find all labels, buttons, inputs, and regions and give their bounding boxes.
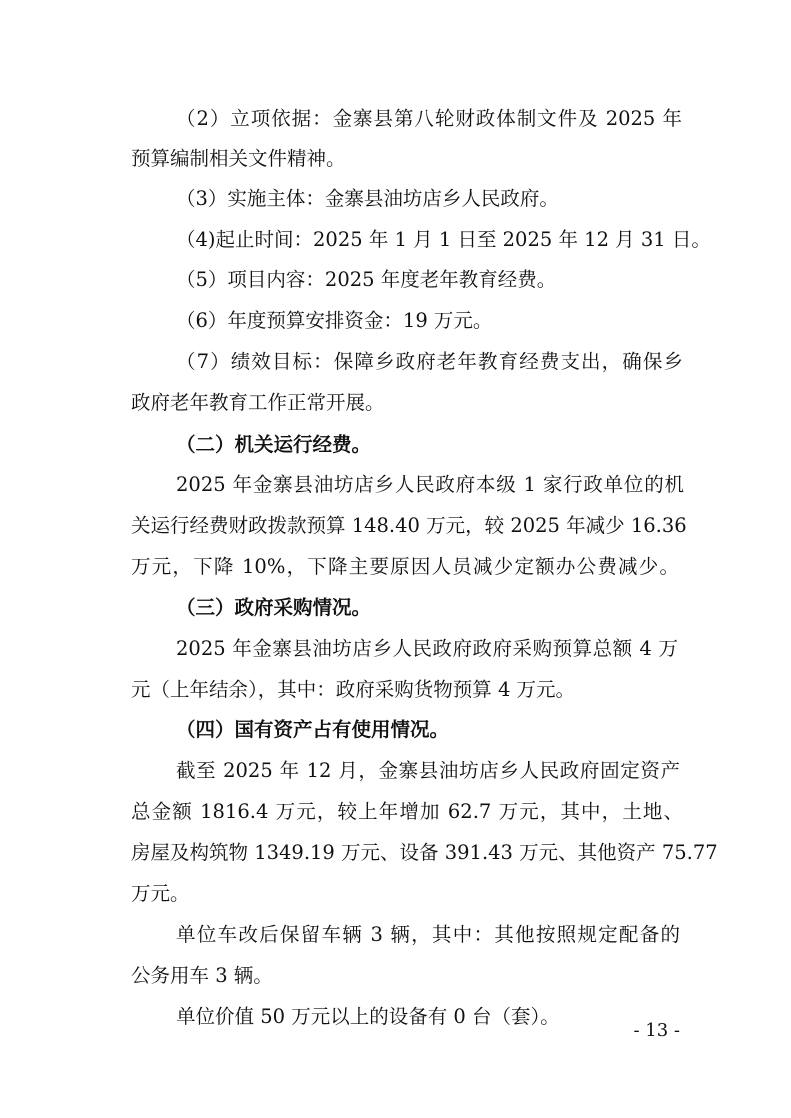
paragraph-line: 2025 年金寨县油坊店乡人民政府本级 1 家行政单位的机 [176,473,684,496]
paragraph-line: 元（上年结余），其中：政府采购货物预算 4 万元。 [131,678,576,701]
paragraph-line: 单位价值 50 万元以上的设备有 0 台（套）。 [176,1005,560,1028]
paragraph-line: 关运行经费财政拨款预算 148.40 万元，较 2025 年减少 16.36 [131,514,687,537]
paragraph-line: 总金额 1816.4 万元，较上年增加 62.7 万元，其中，土地、 [131,800,683,823]
paragraph-line: 截至 2025 年 12 月，金寨县油坊店乡人民政府固定资产 [176,759,680,782]
paragraph-line: 2025 年金寨县油坊店乡人民政府政府采购预算总额 4 万 [176,637,678,660]
section-heading: （三）政府采购情况。 [176,596,372,619]
paragraph-line: （5）项目内容：2025 年度老年教育经费。 [176,268,557,291]
paragraph-line: 房屋及构筑物 1349.19 万元、设备 391.43 万元、其他资产 75.77 [131,841,718,864]
paragraph-line: 单位车改后保留车辆 3 辆，其中：其他按照规定配备的 [176,923,680,946]
paragraph-line: 预算编制相关文件精神。 [131,147,346,170]
paragraph-line: （7）绩效目标：保障乡政府老年教育经费支出，确保乡 [176,350,683,373]
page-number: - 13 - [633,1020,680,1041]
section-heading: （四）国有资产占有使用情况。 [176,718,450,741]
paragraph-line: （4)起止时间：2025 年 1 月 1 日至 2025 年 12 月 31 日。 [176,228,711,251]
paragraph-line: 万元，下降 10%，下降主要原因人员减少定额办公费减少。 [131,555,679,578]
section-heading: （二）机关运行经费。 [176,433,372,456]
paragraph-line: 公务用车 3 辆。 [131,964,273,987]
paragraph-line: （6）年度预算安排资金：19 万元。 [176,309,493,332]
paragraph-line: 政府老年教育工作正常开展。 [131,391,385,414]
paragraph-line: （3）实施主体：金寨县油坊店乡人民政府。 [176,187,559,210]
paragraph-line: （2）立项依据：金寨县第八轮财政体制文件及 2025 年 [176,107,682,130]
paragraph-line: 万元。 [131,882,190,905]
